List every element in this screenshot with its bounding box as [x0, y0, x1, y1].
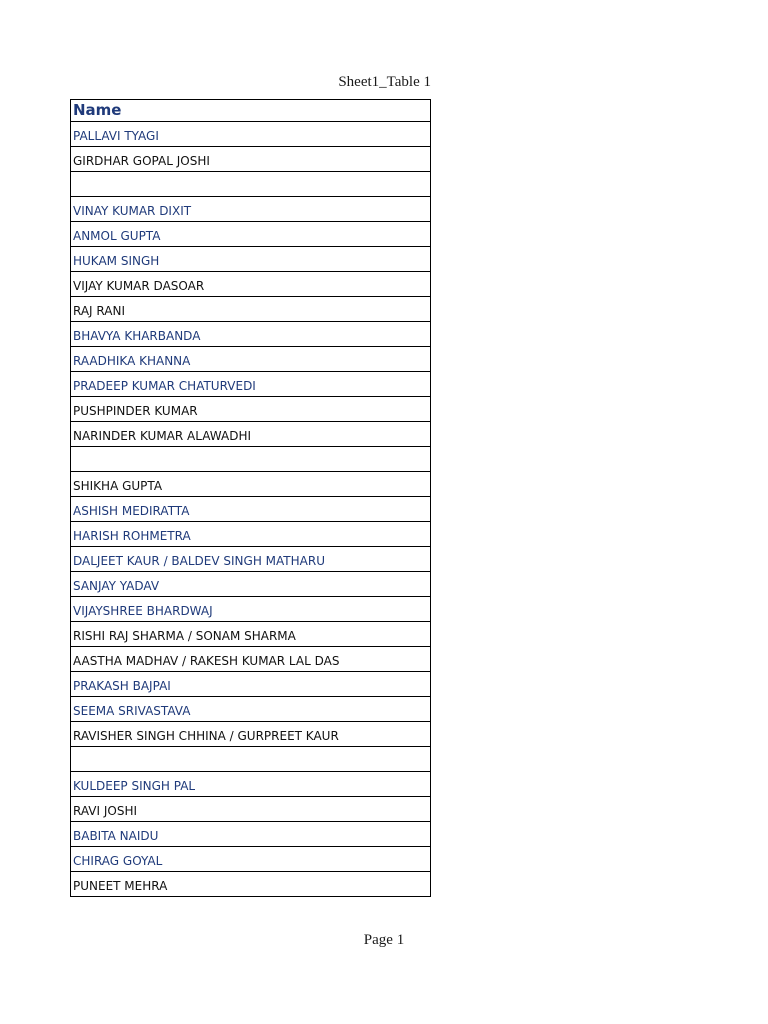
- table-row: [71, 597, 431, 622]
- table-row: [71, 272, 431, 297]
- name-cell: GIRDHAR GOPAL JOSHI: [71, 147, 431, 172]
- name-cell: PUSHPINDER KUMAR: [71, 397, 431, 422]
- name-cell: ASHISH MEDIRATTA: [71, 497, 431, 522]
- table-row: [71, 822, 431, 847]
- table-row: [71, 572, 431, 597]
- name-cell: PALLAVI TYAGI: [71, 122, 431, 147]
- table-row: [71, 247, 431, 272]
- name-cell: HARISH ROHMETRA: [71, 522, 431, 547]
- name-cell: KULDEEP SINGH PAL: [71, 772, 431, 797]
- table-row: [71, 472, 431, 497]
- table-row: [71, 647, 431, 672]
- name-cell: NARINDER KUMAR ALAWADHI: [71, 422, 431, 447]
- name-cell: VIJAY KUMAR DASOAR: [71, 272, 431, 297]
- name-cell: PRAKASH BAJPAI: [71, 672, 431, 697]
- name-cell: PUNEET MEHRA: [71, 872, 431, 897]
- table-row: [71, 747, 431, 772]
- table-row: [71, 847, 431, 872]
- name-cell: SANJAY YADAV: [71, 572, 431, 597]
- name-cell: RAJ RANI: [71, 297, 431, 322]
- name-cell: VIJAYSHREE BHARDWAJ: [71, 597, 431, 622]
- table-row: [71, 522, 431, 547]
- table-row: [71, 397, 431, 422]
- name-table-container: [70, 99, 431, 897]
- name-cell: SHIKHA GUPTA: [71, 472, 431, 497]
- table-row: [71, 372, 431, 397]
- table-row: [71, 697, 431, 722]
- table-row: [71, 622, 431, 647]
- table-row: [71, 497, 431, 522]
- name-cell: RAVI JOSHI: [71, 797, 431, 822]
- name-cell: HUKAM SINGH: [71, 247, 431, 272]
- table-row: [71, 447, 431, 472]
- name-cell: BHAVYA KHARBANDA: [71, 322, 431, 347]
- name-cell: [71, 447, 431, 472]
- name-cell: RISHI RAJ SHARMA / SONAM SHARMA: [71, 622, 431, 647]
- table-row: [71, 197, 431, 222]
- table-body: [71, 122, 431, 897]
- table-row: [71, 347, 431, 372]
- name-cell: ANMOL GUPTA: [71, 222, 431, 247]
- name-cell: CHIRAG GOYAL: [71, 847, 431, 872]
- name-cell: [71, 747, 431, 772]
- table-row: [71, 172, 431, 197]
- name-cell: BABITA NAIDU: [71, 822, 431, 847]
- name-cell: RAVISHER SINGH CHHINA / GURPREET KAUR: [71, 722, 431, 747]
- name-cell: AASTHA MADHAV / RAKESH KUMAR LAL DAS: [71, 647, 431, 672]
- table-header-row: [71, 100, 431, 122]
- column-header-name: Name: [71, 100, 431, 122]
- table-row: [71, 872, 431, 897]
- table-row: [71, 322, 431, 347]
- name-table: [70, 99, 431, 897]
- table-row: [71, 672, 431, 697]
- name-cell: [71, 172, 431, 197]
- page-number: Page 1: [363, 932, 405, 948]
- name-cell: DALJEET KAUR / BALDEV SINGH MATHARU: [71, 547, 431, 572]
- name-cell: SEEMA SRIVASTAVA: [71, 697, 431, 722]
- name-cell: RAADHIKA KHANNA: [71, 347, 431, 372]
- table-row: [71, 772, 431, 797]
- table-row: [71, 147, 431, 172]
- name-cell: VINAY KUMAR DIXIT: [71, 197, 431, 222]
- table-row: [71, 422, 431, 447]
- sheet-title: Sheet1_Table 1: [338, 74, 431, 90]
- table-row: [71, 297, 431, 322]
- table-row: [71, 722, 431, 747]
- table-row: [71, 547, 431, 572]
- name-cell: PRADEEP KUMAR CHATURVEDI: [71, 372, 431, 397]
- table-row: [71, 122, 431, 147]
- table-row: [71, 797, 431, 822]
- table-row: [71, 222, 431, 247]
